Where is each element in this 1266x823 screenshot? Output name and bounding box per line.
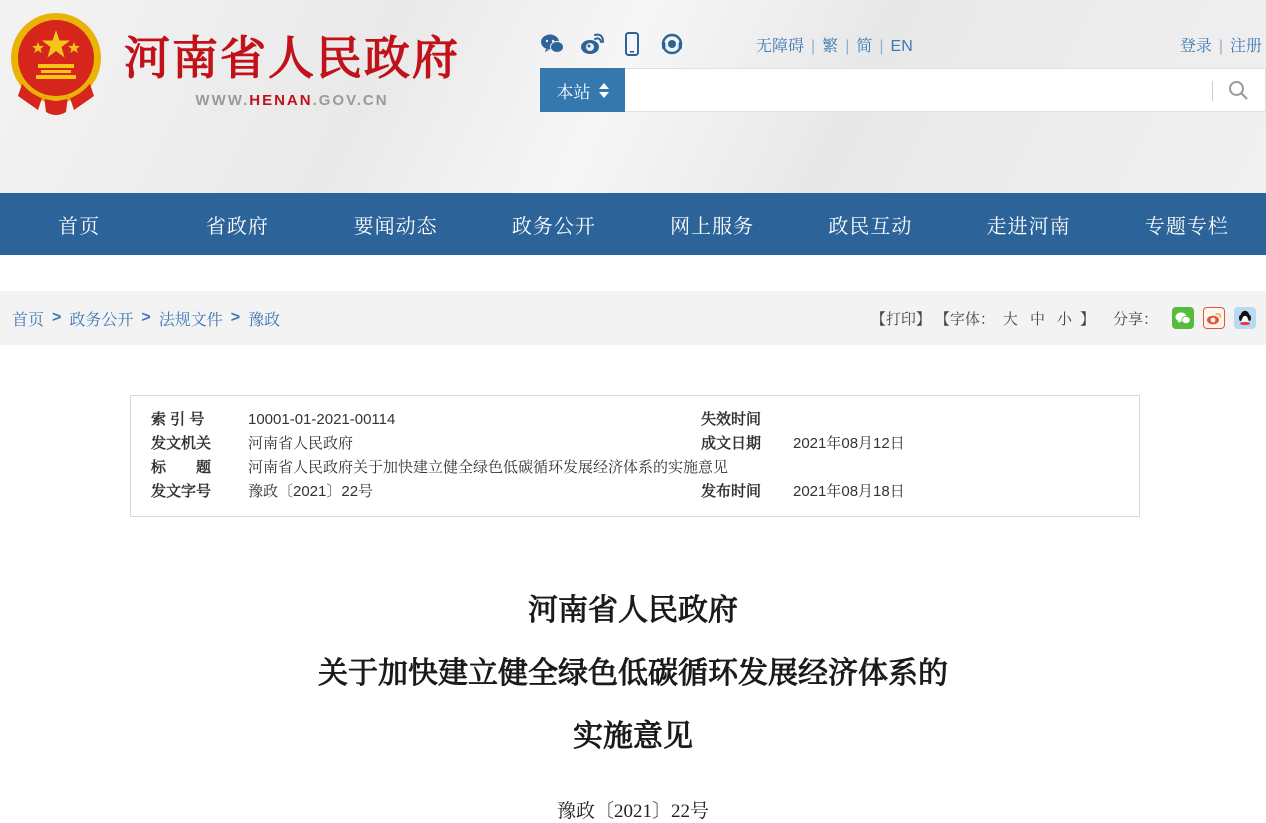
font-size-close: 】 <box>1079 310 1095 328</box>
breadcrumb-regulations[interactable]: 法规文件 <box>158 311 223 329</box>
wechat-share-icon[interactable] <box>1172 307 1194 329</box>
spacer <box>0 255 1266 291</box>
site-title: 河南省人民政府 <box>124 32 460 84</box>
meta-value-index-number: 10001-01-2021-00114 <box>248 411 396 428</box>
search-box <box>625 68 1266 112</box>
main-nav <box>0 193 1266 255</box>
english-link[interactable]: EN <box>890 37 913 55</box>
meta-value-title: 河南省人民政府关于加快建立健全绿色低碳循环发展经济体系的实施意见 <box>248 459 729 476</box>
audio-icon[interactable] <box>660 32 684 56</box>
meta-value-issue-date: 2021年08月12日 <box>793 435 905 452</box>
weibo-icon[interactable] <box>580 32 604 56</box>
share-icons <box>1172 307 1256 329</box>
document-meta-table <box>130 395 1140 517</box>
brand-text <box>124 12 460 109</box>
site-url-prefix: WWW. <box>195 92 250 109</box>
nav-item-online-services[interactable]: 网上服务 <box>670 215 755 238</box>
breadcrumb-home[interactable]: 首页 <box>12 311 45 329</box>
breadcrumb-band <box>0 291 1266 345</box>
auth-links <box>1180 33 1262 56</box>
nav-item-interaction[interactable]: 政民互动 <box>828 215 913 238</box>
document-content <box>0 395 1266 823</box>
meta-label-publish-time: 发布时间 <box>701 483 762 500</box>
register-link[interactable]: 注册 <box>1229 37 1262 55</box>
meta-value-issuing-agency: 河南省人民政府 <box>248 435 354 452</box>
qq-share-icon[interactable] <box>1234 307 1256 329</box>
nav-item-news[interactable]: 要闻动态 <box>353 215 438 238</box>
breadcrumb-gov-affairs[interactable]: 政务公开 <box>69 311 134 329</box>
site-url-suffix: .GOV.CN <box>312 92 389 109</box>
breadcrumb-separator: > <box>52 309 62 326</box>
font-size-medium[interactable]: 中 <box>1029 310 1045 328</box>
national-emblem-logo <box>8 12 104 116</box>
search-scope-label: 本站 <box>556 82 591 102</box>
login-link[interactable]: 登录 <box>1179 37 1212 55</box>
link-separator: | <box>1218 37 1223 55</box>
font-size-small[interactable]: 小 <box>1056 310 1072 328</box>
document-number: 豫政〔2021〕22号 <box>556 801 709 822</box>
meta-row <box>151 456 1119 480</box>
breadcrumb-separator: > <box>141 309 151 326</box>
weibo-share-icon[interactable] <box>1203 307 1225 329</box>
meta-label-index-number: 索 引 号 <box>151 411 205 428</box>
link-separator: | <box>879 37 884 55</box>
search-scope-dropdown[interactable] <box>540 68 625 112</box>
document-title-line1: 河南省人民政府 <box>528 594 738 627</box>
meta-label-doc-number: 发文字号 <box>151 483 212 500</box>
wechat-icon[interactable] <box>540 32 564 56</box>
simplified-chinese-link[interactable]: 简 <box>856 37 873 55</box>
link-separator: | <box>845 37 850 55</box>
nav-item-provincial-government[interactable]: 省政府 <box>205 215 269 238</box>
mobile-icon[interactable] <box>620 32 644 56</box>
meta-row <box>151 408 1119 432</box>
meta-label-issuing-agency: 发文机关 <box>151 435 212 452</box>
share-label: 分享： <box>1112 310 1158 328</box>
meta-label-title: 标 题 <box>151 459 212 476</box>
site-url-highlight: HENAN <box>249 92 313 109</box>
updown-arrow-icon <box>599 83 609 98</box>
search-input[interactable] <box>625 69 1175 111</box>
font-size-large[interactable]: 大 <box>1002 310 1018 328</box>
meta-value-publish-time: 2021年08月18日 <box>793 483 905 500</box>
lang-links <box>756 33 913 56</box>
breadcrumb-yuzheng[interactable]: 豫政 <box>248 311 281 329</box>
header-right <box>540 30 1266 112</box>
search-bar <box>540 68 1266 112</box>
site-url <box>124 92 460 109</box>
font-size-open: 【字体： <box>934 310 995 328</box>
header-top-row <box>540 30 1266 58</box>
accessibility-link[interactable]: 无障碍 <box>756 37 805 55</box>
link-separator: | <box>811 37 816 55</box>
site-header <box>0 0 1266 193</box>
search-icon[interactable] <box>1227 79 1249 106</box>
traditional-chinese-link[interactable]: 繁 <box>822 37 839 55</box>
meta-row <box>151 432 1119 456</box>
document-title-line3: 实施意见 <box>573 720 693 753</box>
document-title <box>0 579 1266 768</box>
site-brand[interactable] <box>8 12 460 116</box>
meta-label-expiry-time: 失效时间 <box>701 411 762 428</box>
nav-item-about-henan[interactable]: 走进河南 <box>986 215 1071 238</box>
meta-value-doc-number: 豫政〔2021〕22号 <box>248 483 374 500</box>
nav-item-special-topics[interactable]: 专题专栏 <box>1144 215 1229 238</box>
document-title-line2: 关于加快建立健全绿色低碳循环发展经济体系的 <box>318 657 948 690</box>
nav-item-gov-affairs[interactable]: 政务公开 <box>511 215 596 238</box>
page-tools <box>871 307 1256 329</box>
meta-row <box>151 480 1119 504</box>
breadcrumb-separator: > <box>230 309 241 326</box>
breadcrumb <box>12 307 280 330</box>
meta-label-issue-date: 成文日期 <box>701 435 762 452</box>
search-divider <box>1212 81 1213 101</box>
print-button[interactable]: 【打印】 <box>870 310 931 328</box>
nav-item-home[interactable]: 首页 <box>58 215 101 238</box>
quick-icons <box>540 32 684 56</box>
